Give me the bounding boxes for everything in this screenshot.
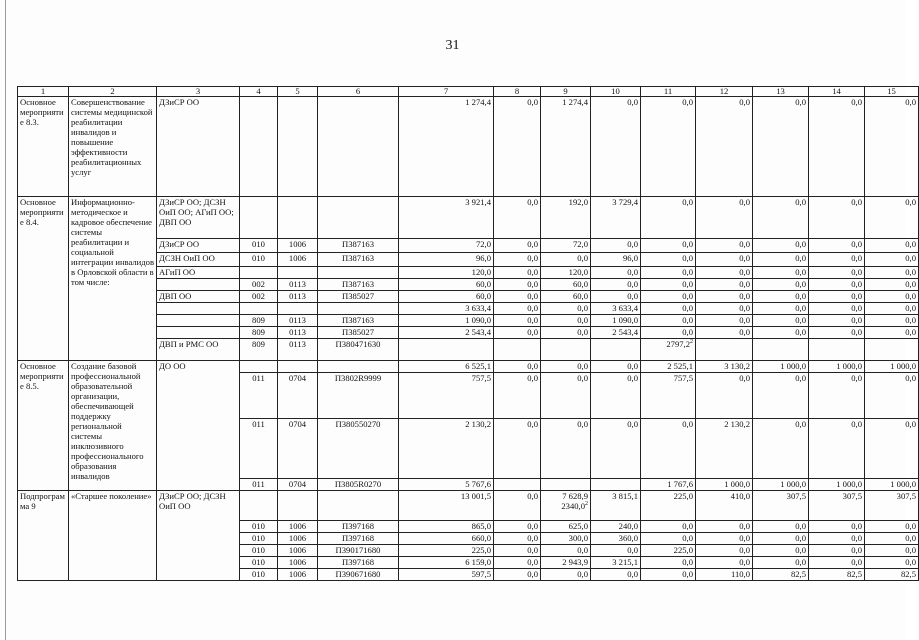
code-cell: П3805R0270	[318, 479, 399, 491]
value-cell: 0,0	[494, 97, 541, 197]
value-cell: 1 000,0	[809, 361, 865, 373]
value-cell: 0,0	[494, 491, 541, 521]
code-cell: П3802R9999	[318, 373, 399, 419]
code-cell: 1006	[278, 545, 318, 557]
col-header: 11	[641, 87, 696, 97]
code-cell: П397168	[318, 557, 399, 569]
executor-cell: ДСЗН ОиП ОО	[157, 253, 240, 267]
value-cell: 757,5	[641, 373, 696, 419]
col-header: 9	[541, 87, 591, 97]
executor-cell	[157, 315, 240, 327]
value-cell: 0,0	[753, 291, 809, 303]
value-cell: 0,0	[809, 521, 865, 533]
value-cell: 0,0	[641, 419, 696, 479]
page-number: 31	[445, 38, 460, 53]
value-cell: 0,0	[753, 253, 809, 267]
code-cell	[278, 361, 318, 373]
table-row	[18, 97, 919, 197]
value-cell: 0,0	[865, 373, 919, 419]
value-cell: 0,0	[696, 253, 753, 267]
code-cell: 1006	[278, 253, 318, 267]
value-cell: 865,0	[399, 521, 494, 533]
code-cell: 809	[240, 327, 278, 339]
code-cell	[278, 303, 318, 315]
value-cell: 0,0	[809, 97, 865, 197]
value-cell: 0,0	[809, 315, 865, 327]
value-cell: 0,0	[494, 557, 541, 569]
executor-cell: ДЗиСР ОО	[157, 239, 240, 253]
code-cell	[318, 303, 399, 315]
code-cell: 0113	[278, 327, 318, 339]
value-cell: 1 000,0	[809, 479, 865, 491]
value-cell: 2 543,4	[399, 327, 494, 339]
value-cell: 0,0	[865, 267, 919, 279]
value-cell: 0,0	[641, 533, 696, 545]
value-cell: 6 159,0	[399, 557, 494, 569]
value-cell: 3 633,4	[591, 303, 641, 315]
code-cell: 010	[240, 557, 278, 569]
value-cell: 0,0	[591, 361, 641, 373]
value-cell: 6 525,1	[399, 361, 494, 373]
value-cell: 0,0	[641, 97, 696, 197]
col-header: 6	[318, 87, 399, 97]
event-name: Основное мероприятие 8.3.	[18, 97, 69, 197]
value-cell: 0,0	[696, 267, 753, 279]
value-cell	[696, 339, 753, 361]
budget-table	[17, 86, 919, 581]
value-cell: 0,0	[641, 557, 696, 569]
code-cell: 1006	[278, 239, 318, 253]
value-cell: 0,0	[696, 521, 753, 533]
code-cell: 010	[240, 239, 278, 253]
code-cell: 010	[240, 569, 278, 581]
value-cell: 82,5	[809, 569, 865, 581]
value-cell: 0,0	[753, 239, 809, 253]
code-cell: П397168	[318, 533, 399, 545]
executor-cell: ДВП и РМС ОО	[157, 339, 240, 361]
executor-cell: ДЗиСР ОО; ДСЗН ОиП ОО; АГиП ОО; ДВП ОО	[157, 197, 240, 239]
value-cell: 757,5	[399, 373, 494, 419]
value-cell: 225,0	[399, 545, 494, 557]
event-description: «Старшее поколение»	[69, 491, 157, 581]
value-cell: 0,0	[696, 533, 753, 545]
col-header: 8	[494, 87, 541, 97]
value-cell: 192,0	[541, 197, 591, 239]
value-cell: 0,0	[641, 267, 696, 279]
code-cell: П397168	[318, 521, 399, 533]
value-cell: 0,0	[494, 303, 541, 315]
value-cell: 0,0	[641, 291, 696, 303]
code-cell: П387163	[318, 253, 399, 267]
code-cell: П390171680	[318, 545, 399, 557]
value-cell	[753, 339, 809, 361]
code-cell	[318, 491, 399, 521]
value-cell: 1 000,0	[865, 479, 919, 491]
code-cell: 002	[240, 291, 278, 303]
value-cell: 0,0	[865, 97, 919, 197]
value-cell: 0,0	[753, 303, 809, 315]
code-cell: 809	[240, 339, 278, 361]
value-cell: 3 921,4	[399, 197, 494, 239]
executor-cell: ДЗиСР ОО	[157, 97, 240, 197]
value-cell: 0,0	[696, 545, 753, 557]
value-cell	[541, 479, 591, 491]
value-cell: 0,0	[809, 557, 865, 569]
value-cell: 0,0	[809, 197, 865, 239]
value-cell: 0,0	[494, 279, 541, 291]
event-name: Основное мероприятие 8.4.	[18, 197, 69, 361]
value-cell: 0,0	[865, 557, 919, 569]
value-cell: 0,0	[696, 373, 753, 419]
event-description: Создание базовой профессиональной образовательной организации, обеспечивающей поддержку региональной системы инклюзивного профессионального образования инвалидов	[69, 361, 157, 491]
code-cell	[240, 361, 278, 373]
code-cell: 1006	[278, 533, 318, 545]
value-cell: 0,0	[865, 521, 919, 533]
event-description: Совершенствование системы медицинской реабилитации инвалидов и повышение эффективности реабилитационных услуг	[69, 97, 157, 197]
header-row	[18, 87, 919, 97]
code-cell: 1006	[278, 569, 318, 581]
value-cell: 0,0	[753, 521, 809, 533]
value-cell: 0,0	[641, 327, 696, 339]
value-cell: 82,5	[865, 569, 919, 581]
code-cell: 010	[240, 521, 278, 533]
value-cell: 0,0	[641, 303, 696, 315]
value-cell: 0,0	[541, 253, 591, 267]
value-cell: 0,0	[865, 315, 919, 327]
value-cell	[591, 479, 641, 491]
value-cell: 5 767,6	[399, 479, 494, 491]
value-cell	[399, 339, 494, 361]
value-cell: 0,0	[641, 239, 696, 253]
footnote-mark: 2	[690, 339, 693, 346]
event-description: Информационно-методическое и кадровое обеспечение системы реабилитации и социальной интеграции инвалидов в Орловской области в том числе:	[69, 197, 157, 361]
value-cell	[591, 339, 641, 361]
code-cell	[278, 267, 318, 279]
footnote-mark: 2	[585, 501, 588, 508]
value-cell: 0,0	[809, 303, 865, 315]
value-cell: 0,0	[494, 267, 541, 279]
code-cell: 011	[240, 419, 278, 479]
value-cell: 2 130,2	[696, 419, 753, 479]
value-cell: 0,0	[809, 327, 865, 339]
event-name: Основное мероприятие 8.5.	[18, 361, 69, 491]
value-cell: 0,0	[696, 303, 753, 315]
col-header: 12	[696, 87, 753, 97]
value-cell: 1 000,0	[753, 361, 809, 373]
value-cell: 72,0	[399, 239, 494, 253]
value-cell: 3 633,4	[399, 303, 494, 315]
col-header: 7	[399, 87, 494, 97]
value-cell: 60,0	[541, 279, 591, 291]
code-cell: 010	[240, 253, 278, 267]
value-cell: 0,0	[753, 419, 809, 479]
col-header: 2	[69, 87, 157, 97]
code-cell: П380550270	[318, 419, 399, 479]
value-cell: 0,0	[494, 521, 541, 533]
executor-cell: ДО ОО	[157, 361, 240, 491]
value-cell: 0,0	[696, 97, 753, 197]
value-cell: 0,0	[696, 327, 753, 339]
value-cell: 0,0	[494, 239, 541, 253]
value-cell: 0,0	[753, 279, 809, 291]
code-cell: 0113	[278, 315, 318, 327]
value-cell: 0,0	[865, 419, 919, 479]
value-cell: 72,0	[541, 239, 591, 253]
value-cell: 60,0	[399, 291, 494, 303]
table-row	[18, 491, 919, 521]
value-cell: 0,0	[696, 315, 753, 327]
value-cell: 2 943,9	[541, 557, 591, 569]
col-header: 3	[157, 87, 240, 97]
value-cell: 0,0	[641, 521, 696, 533]
col-header: 14	[809, 87, 865, 97]
value-cell: 0,0	[494, 419, 541, 479]
value-cell: 0,0	[809, 291, 865, 303]
value-cell: 1 090,0	[591, 315, 641, 327]
value-cell: 360,0	[591, 533, 641, 545]
value-cell: 0,0	[753, 557, 809, 569]
value-cell: 0,0	[753, 373, 809, 419]
value-cell: 0,0	[591, 97, 641, 197]
code-cell: 010	[240, 545, 278, 557]
value-cell: 0,0	[865, 253, 919, 267]
value-cell: 0,0	[641, 569, 696, 581]
code-cell: П385027	[318, 327, 399, 339]
value-cell: 3 815,1	[591, 491, 641, 521]
code-cell: 809	[240, 315, 278, 327]
value-cell: 0,0	[494, 373, 541, 419]
value-cell: 0,0	[696, 279, 753, 291]
code-cell: 0704	[278, 479, 318, 491]
value-cell: 60,0	[399, 279, 494, 291]
code-cell: 011	[240, 479, 278, 491]
value-cell: 0,0	[494, 327, 541, 339]
value-cell: 0,0	[696, 197, 753, 239]
value-cell	[541, 339, 591, 361]
value-cell: 0,0	[591, 545, 641, 557]
code-cell: 010	[240, 533, 278, 545]
value-cell: 240,0	[591, 521, 641, 533]
value-cell: 597,5	[399, 569, 494, 581]
value-cell: 0,0	[541, 419, 591, 479]
value-cell: 1 090,0	[399, 315, 494, 327]
value-cell: 2 525,1	[641, 361, 696, 373]
value-cell: 13 001,5	[399, 491, 494, 521]
value-cell: 3 729,4	[591, 197, 641, 239]
value-cell: 60,0	[541, 291, 591, 303]
value-cell: 0,0	[696, 557, 753, 569]
value-cell: 0,0	[494, 569, 541, 581]
value-cell: 0,0	[865, 303, 919, 315]
table-row	[18, 197, 919, 239]
value-cell: 120,0	[399, 267, 494, 279]
value-cell: 0,0	[494, 315, 541, 327]
code-cell	[240, 267, 278, 279]
value-cell: 410,0	[696, 491, 753, 521]
value-cell: 300,0	[541, 533, 591, 545]
col-header: 10	[591, 87, 641, 97]
code-cell	[318, 267, 399, 279]
col-header: 13	[753, 87, 809, 97]
code-cell	[240, 97, 278, 197]
value-cell: 2797,2$^2$	[641, 339, 696, 361]
page-edge	[5, 0, 6, 640]
value-cell: 0,0	[494, 197, 541, 239]
value-cell: 0,0	[591, 239, 641, 253]
value-cell: 1 000,0	[865, 361, 919, 373]
value-cell: 0,0	[641, 253, 696, 267]
value-cell	[494, 339, 541, 361]
value-cell: 0,0	[591, 279, 641, 291]
event-name: Подпрограмма 9	[18, 491, 69, 581]
value-cell: 0,0	[591, 291, 641, 303]
value-cell: 2 130,2	[399, 419, 494, 479]
value-cell: 3 130,2	[696, 361, 753, 373]
value-cell: 0,0	[809, 533, 865, 545]
col-header: 15	[865, 87, 919, 97]
value-cell: 0,0	[865, 291, 919, 303]
value-cell: 0,0	[809, 239, 865, 253]
code-cell: П390671680	[318, 569, 399, 581]
value-cell: 7 628,9 2340,0$^2$	[541, 491, 591, 521]
executor-cell	[157, 327, 240, 339]
executor-cell	[157, 279, 240, 291]
value-cell: 225,0	[641, 545, 696, 557]
value-cell: 96,0	[399, 253, 494, 267]
code-cell	[240, 491, 278, 521]
value-cell: 0,0	[591, 419, 641, 479]
value-cell: 0,0	[591, 373, 641, 419]
value-cell: 0,0	[809, 267, 865, 279]
value-cell: 0,0	[494, 533, 541, 545]
code-cell	[240, 303, 278, 315]
value-cell: 307,5	[865, 491, 919, 521]
code-cell	[278, 491, 318, 521]
value-cell: 0,0	[753, 197, 809, 239]
value-cell: 82,5	[753, 569, 809, 581]
value-cell: 0,0	[753, 267, 809, 279]
value-cell: 0,0	[641, 279, 696, 291]
executor-cell: АГиП ОО	[157, 267, 240, 279]
code-cell	[318, 97, 399, 197]
value-cell: 3 215,1	[591, 557, 641, 569]
value-cell: 225,0	[641, 491, 696, 521]
code-cell	[318, 197, 399, 239]
value-cell: 2 543,4	[591, 327, 641, 339]
value-cell: 0,0	[541, 545, 591, 557]
value-cell: 1 274,4	[541, 97, 591, 197]
value-cell	[494, 479, 541, 491]
executor-cell: ДВП ОО	[157, 291, 240, 303]
value-cell: 110,0	[696, 569, 753, 581]
value-cell: 625,0	[541, 521, 591, 533]
code-cell: П385027	[318, 291, 399, 303]
code-cell: 0113	[278, 339, 318, 361]
value-cell: 0,0	[865, 545, 919, 557]
value-cell: 0,0	[865, 239, 919, 253]
value-cell: 0,0	[753, 545, 809, 557]
value-cell: 0,0	[865, 533, 919, 545]
code-cell: П387163	[318, 279, 399, 291]
value-cell: 0,0	[696, 239, 753, 253]
value-cell: 0,0	[541, 303, 591, 315]
code-cell: 002	[240, 279, 278, 291]
value-cell: 1 767,6	[641, 479, 696, 491]
value-cell: 0,0	[753, 533, 809, 545]
value-cell: 307,5	[809, 491, 865, 521]
executor-cell	[157, 303, 240, 315]
col-header: 1	[18, 87, 69, 97]
value-cell	[809, 339, 865, 361]
value-cell: 0,0	[865, 327, 919, 339]
value-cell: 96,0	[591, 253, 641, 267]
value-cell: 0,0	[865, 279, 919, 291]
code-cell: 0704	[278, 419, 318, 479]
value-cell: 0,0	[809, 419, 865, 479]
table-row	[18, 361, 919, 373]
value-cell: 120,0	[541, 267, 591, 279]
code-cell: 1006	[278, 521, 318, 533]
value-secondary: 2340,0	[561, 501, 585, 511]
value-cell: 0,0	[753, 315, 809, 327]
code-cell	[318, 361, 399, 373]
value-cell: 1 274,4	[399, 97, 494, 197]
value-cell: 0,0	[494, 291, 541, 303]
col-header: 5	[278, 87, 318, 97]
code-cell: 0113	[278, 291, 318, 303]
code-cell: П380471630	[318, 339, 399, 361]
code-cell: 1006	[278, 557, 318, 569]
code-cell: 0704	[278, 373, 318, 419]
col-header: 4	[240, 87, 278, 97]
value-cell: 0,0	[809, 545, 865, 557]
value-cell: 0,0	[541, 315, 591, 327]
value-cell: 0,0	[809, 279, 865, 291]
value-cell: 0,0	[753, 97, 809, 197]
value-cell: 0,0	[809, 373, 865, 419]
code-cell: 0113	[278, 279, 318, 291]
code-cell	[240, 197, 278, 239]
value-cell: 660,0	[399, 533, 494, 545]
value-cell: 0,0	[541, 373, 591, 419]
value-cell: 0,0	[494, 253, 541, 267]
value-cell: 0,0	[641, 315, 696, 327]
value-cell: 307,5	[753, 491, 809, 521]
value-cell: 1 000,0	[753, 479, 809, 491]
value-cell: 0,0	[753, 327, 809, 339]
value-cell: 0,0	[541, 361, 591, 373]
value-cell: 0,0	[865, 197, 919, 239]
value-cell: 0,0	[591, 267, 641, 279]
code-cell: П387163	[318, 239, 399, 253]
value-cell: 0,0	[541, 569, 591, 581]
value-cell: 0,0	[494, 361, 541, 373]
value-cell: 0,0	[541, 327, 591, 339]
executor-cell: ДЗиСР ОО; ДСЗН ОиП ОО	[157, 491, 240, 581]
code-cell	[278, 197, 318, 239]
value-cell	[865, 339, 919, 361]
value-cell: 0,0	[494, 545, 541, 557]
code-cell: П387163	[318, 315, 399, 327]
value-cell: 1 000,0	[696, 479, 753, 491]
code-cell: 011	[240, 373, 278, 419]
value-cell: 0,0	[809, 253, 865, 267]
value-cell: 0,0	[696, 291, 753, 303]
value-cell: 0,0	[591, 569, 641, 581]
code-cell	[278, 97, 318, 197]
value-cell: 0,0	[641, 197, 696, 239]
